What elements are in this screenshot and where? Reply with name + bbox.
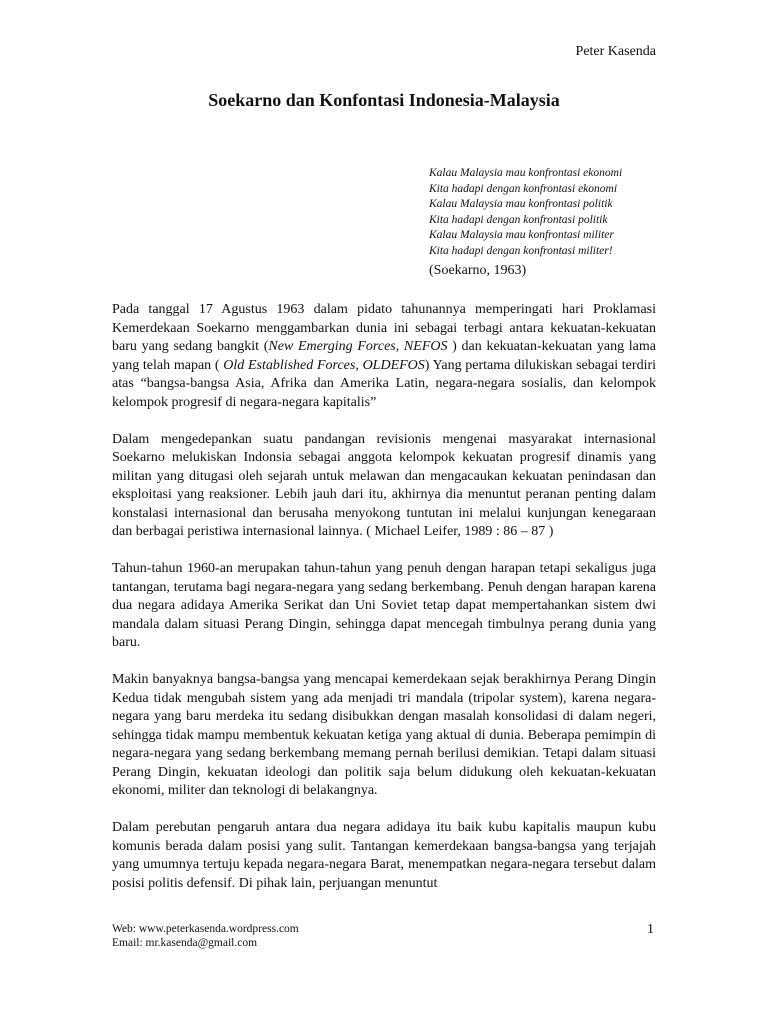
epigraph-line: Kalau Malaysia mau konfrontasi politik: [429, 198, 613, 211]
footer-web: Web: www.peterkasenda.wordpress.com: [112, 923, 299, 935]
author-name: Peter Kasenda: [575, 44, 656, 59]
paragraph-5: Dalam perebutan pengaruh antara dua negara adidaya itu baik kubu kapitalis maupun kubu komunis berada dalam posisi yang sulit. Tantangan kemerdekaan bangsa-bangsa yang terjajah yang umumnya tertuju kepada negara-negara Barat, menempatkan negara-negara tersebut dalam posisi politis defensif. Di pihak lain, perjuangan menuntut: [112, 820, 656, 891]
term-oldefos: OLDEFOS: [362, 357, 425, 373]
epigraph: [429, 166, 659, 280]
body-text: [112, 301, 656, 912]
epigraph-line: Kalau Malaysia mau konfrontasi militer: [429, 229, 614, 242]
epigraph-line: Kita hadapi dengan konfrontasi politik: [429, 213, 608, 226]
footer-email: Email: mr.kasenda@gmail.com: [112, 937, 258, 949]
paragraph-4: Makin banyaknya bangsa-bangsa yang mencapai kemerdekaan sejak berakhirnya Perang Dingin Kedua tidak mengubah sistem yang ada menjadi tri mandala (tripolar system), karena negara-negara yang baru merdeka itu sedang disibukkan dengan masalah konsolidasi di dalam negeri, sehingga tidak mampu membentuk kekuatan ketiga yang aktual di dunia. Beberapa pemimpin di negara-negara yang sedang berkembang memang pernah berilusi demikian. Tetapi dalam situasi Perang Dingin, kekuatan ideologi dan politik saja belum didukung oleh kekuatan-kekuatan ekonomi, militer dan teknologi di belakangnya.: [112, 672, 656, 798]
paragraph-2: Dalam mengedepankan suatu pandangan revisionis mengenai masyarakat internasional Soekarno melukiskan Indonsia sebagai anggota kelompok kekuatan progresif dinamis yang militan yang ditugasi oleh sejarah untuk melawan dan mengacaukan kekuatan penindasan dan eksploitasi yang reaksioner. Lebih jauh dari itu, akhirnya dia menuntut peranan penting dalam konstalasi internasional dan berusaha menyokong tuntutan ini melalui kunjungan kenegaraan dan berbagai peristiwa internasional lainnya. ( Michael Leifer, 1989 : 86 – 87 ): [112, 431, 656, 539]
page-number: 1: [647, 922, 654, 937]
term-nefos: New Emerging Forces, NEFOS: [268, 339, 448, 354]
footer: [112, 922, 656, 950]
epigraph-line: Kita hadapi dengan konfrontasi ekonomi: [429, 182, 618, 195]
epigraph-line: Kita hadapi dengan konfrontasi militer!: [429, 244, 613, 257]
epigraph-source: (Soekarno, 1963): [429, 262, 527, 278]
paragraph-1-text: ) dan kekuatan-kekuatan yang lama yang telah mapan (: [112, 339, 656, 373]
paragraph-1-text: ,: [355, 357, 363, 373]
paragraph-1-text: ) Yang pertama dilukiskan sebagai terdiri atas “bangsa-bangsa Asia, Afrika dan Amerika Latin, negara-negara sosialis, dan kelompok kelompok progresif di negara-negara kapitalis”: [112, 357, 657, 410]
paragraph-3: Tahun-tahun 1960-an merupakan tahun-tahun yang penuh dengan harapan tetapi sekaligus juga tantangan, terutama bagi negara-negara yang sedang berkembang. Penuh dengan harapan karena dua negara adidaya Amerika Serikat dan Uni Soviet tetap dapat mempertahankan sistem dwi mandala dalam situasi Perang Dingin, sehingga dapat mencegah timbulnya perang dunia yang baru.: [112, 561, 656, 650]
epigraph-line: Kalau Malaysia mau konfrontasi ekonomi: [429, 167, 623, 179]
term-old-established-forces: Old Established Forces: [223, 357, 356, 373]
paragraph-1-text: Pada tanggal 17 Agustus 1963 dalam pidato tahunannya memperingati hari Proklamasi Kemerdekaan Soekarno menggambarkan dunia ini sebagai terbagi antara kekuatan-kekuatan baru yang sedang bangkit (: [112, 302, 656, 354]
document-title: Soekarno dan Konfontasi Indonesia-Malaysia: [208, 90, 560, 110]
paragraph-1: [112, 301, 656, 412]
